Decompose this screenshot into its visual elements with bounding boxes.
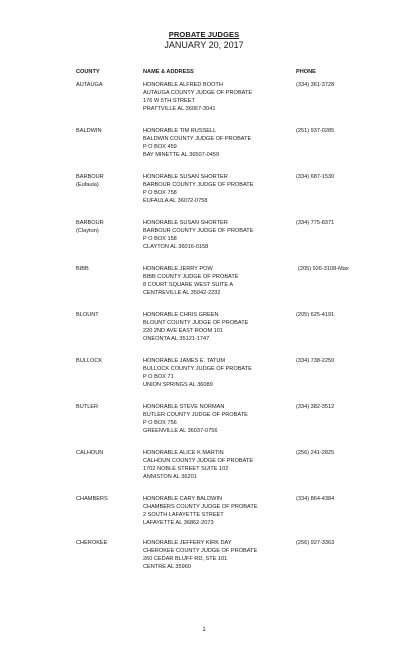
- county-cell: [76, 449, 103, 457]
- phone-number: (251) 937-0285: [296, 128, 335, 134]
- office-title: AUTAUGA COUNTY JUDGE OF PROBATE: [143, 90, 253, 97]
- phone-number: (334) 382-3512: [296, 404, 335, 410]
- county-cell: [76, 357, 102, 365]
- county-cell: [76, 311, 99, 319]
- city-state-zip: ONEONTA AL 35121-1747: [143, 336, 210, 343]
- city-state-zip: CENTRE AL 35960: [143, 564, 191, 571]
- city-state-zip: LAFAYETTE AL 36862-2073: [143, 520, 214, 527]
- city-state-zip: GREENVILLE AL 36037-0756: [143, 428, 218, 435]
- street-address: P O BOX 756: [143, 420, 177, 427]
- document-date: JANUARY 20, 2017: [164, 40, 244, 50]
- city-state-zip: CLAYTON AL 36016-0158: [143, 244, 209, 251]
- office-title: CHEROKEE COUNTY JUDGE OF PROBATE: [143, 548, 258, 555]
- city-state-zip: PRATTVILLE AL 36067-3041: [143, 106, 216, 113]
- county-office-location: (Clayton): [76, 228, 99, 235]
- city-state-zip: UNION SPRINGS AL 36089: [143, 382, 213, 389]
- phone-number: (334) 361-3728: [296, 82, 335, 88]
- name-address-cell: [143, 539, 257, 571]
- county-cell: [76, 81, 103, 89]
- office-title: BLOUNT COUNTY JUDGE OF PROBATE: [143, 320, 249, 327]
- county-cell: [76, 495, 108, 503]
- county-name: CALHOUN: [76, 450, 104, 456]
- phone-number: (334) 864-4384: [296, 496, 335, 502]
- county-name: CHEROKEE: [76, 540, 108, 546]
- judge-name: HONORABLE TIM RUSSELL: [143, 128, 217, 134]
- judge-name: HONORABLE JERRY POW: [143, 266, 213, 272]
- name-address-cell: [143, 449, 253, 481]
- judge-name: HONORABLE JEFFERY KIRK DAY: [143, 540, 232, 546]
- county-cell: [76, 265, 89, 273]
- county-name: BARBOUR: [76, 220, 104, 226]
- street-address: P O BOX 71: [143, 374, 174, 381]
- name-address-cell: [143, 265, 239, 297]
- judge-name: HONORABLE CHRIS GREEN: [143, 312, 219, 318]
- county-cell: [76, 219, 104, 235]
- name-address-cell: [143, 219, 253, 251]
- name-address-cell: [143, 495, 257, 527]
- county-name: BARBOUR: [76, 174, 104, 180]
- county-name: CHAMBERS: [76, 496, 108, 502]
- county-name: BUTLER: [76, 404, 99, 410]
- name-address-cell: [143, 311, 248, 343]
- office-title: CALHOUN COUNTY JUDGE OF PROBATE: [143, 458, 254, 465]
- phone-number: (334) 775-8371: [296, 220, 335, 226]
- county-name: AUTAUGA: [76, 82, 103, 88]
- document-title: PROBATE JUDGES: [168, 30, 240, 39]
- street-address: 260 CEDAR BLUFF RD, STE 101: [143, 556, 228, 563]
- street-address: 1702 NOBLE STREET SUITE 102: [143, 466, 229, 473]
- county-cell: [76, 127, 102, 135]
- phone-number: (334) 687-1530: [296, 174, 335, 180]
- judge-name: HONORABLE STEVE NORMAN: [143, 404, 225, 410]
- county-office-location: (Eufaula): [76, 182, 99, 189]
- office-title: BULLOCK COUNTY JUDGE OF PROBATE: [143, 366, 252, 373]
- judge-name: HONORABLE ALFRED BOOTH: [143, 82, 223, 88]
- county-cell: [76, 539, 107, 547]
- county-name: BULLOCK: [76, 358, 103, 364]
- judge-name: HONORABLE CARY BALDWIN: [143, 496, 223, 502]
- phone-number: (334) 738-2250: [296, 358, 335, 364]
- judge-name: HONORABLE SUSAN SHORTER: [143, 174, 228, 180]
- name-address-cell: [143, 81, 252, 113]
- phone-number: (256) 927-3363: [296, 540, 335, 546]
- street-address: 176 W 5TH STREET: [143, 98, 195, 105]
- phone-number: (205) 625-4191: [296, 312, 335, 318]
- phone-number: (205) 926-3108-Max: [298, 266, 349, 272]
- city-state-zip: EUFAULA AL 36072-0758: [143, 198, 208, 205]
- county-cell: [76, 403, 98, 411]
- judge-name: HONORABLE SUSAN SHORTER: [143, 220, 228, 226]
- street-address: 220 2ND AVE EAST ROOM 101: [143, 328, 224, 335]
- city-state-zip: CENTREVILLE AL 35042-2232: [143, 290, 221, 297]
- column-header-phone: PHONE: [296, 69, 316, 75]
- city-state-zip: BAY MINETTE AL 36507-0459: [143, 152, 220, 159]
- street-address: 8 COURT SQUARE WEST SUITE A: [143, 282, 234, 289]
- column-header-name-address: NAME & ADDRESS: [143, 69, 194, 75]
- street-address: P O BOX 158: [143, 236, 177, 243]
- name-address-cell: [143, 173, 253, 205]
- phone-number: (256) 241-2825: [296, 450, 335, 456]
- street-address: 2 SOUTH LAFAYETTE STREET: [143, 512, 224, 519]
- judge-name: HONORABLE JAMES E. TATUM: [143, 358, 226, 364]
- county-name: BALDWIN: [76, 128, 102, 134]
- street-address: P O BOX 459: [143, 144, 177, 151]
- page-number: 1: [202, 627, 206, 633]
- column-header-county: COUNTY: [76, 69, 100, 75]
- city-state-zip: ANNISTON AL 36201: [143, 474, 197, 481]
- street-address: P O BOX 758: [143, 190, 177, 197]
- county-name: BIBB: [76, 266, 89, 272]
- name-address-cell: [143, 357, 252, 389]
- judge-name: HONORABLE ALICE K MARTIN: [143, 450, 224, 456]
- office-title: BARBOUR COUNTY JUDGE OF PROBATE: [143, 228, 254, 235]
- name-address-cell: [143, 403, 248, 435]
- name-address-cell: [143, 127, 251, 159]
- office-title: BUTLER COUNTY JUDGE OF PROBATE: [143, 412, 248, 419]
- office-title: CHAMBERS COUNTY JUDGE OF PROBATE: [143, 504, 258, 511]
- office-title: BALDWIN COUNTY JUDGE OF PROBATE: [143, 136, 252, 143]
- county-name: BLOUNT: [76, 312, 99, 318]
- office-title: BIBB COUNTY JUDGE OF PROBATE: [143, 274, 239, 281]
- office-title: BARBOUR COUNTY JUDGE OF PROBATE: [143, 182, 254, 189]
- county-cell: [76, 173, 104, 189]
